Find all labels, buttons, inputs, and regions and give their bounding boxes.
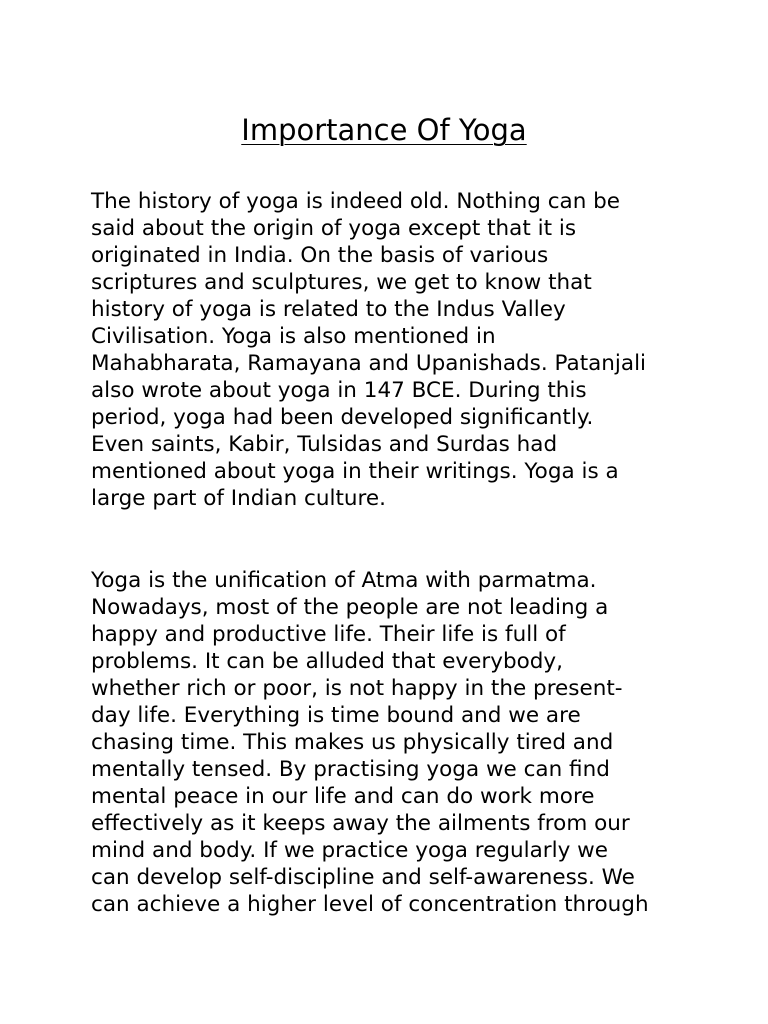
- paragraph-line: mind and body. If we practice yoga regularly we: [91, 838, 608, 863]
- paragraph-line: whether rich or poor, is not happy in the present-: [91, 676, 623, 701]
- paragraph-history: [91, 188, 691, 512]
- paragraph-line: Yoga is the unification of Atma with parmatma.: [91, 568, 597, 593]
- paragraph-line: mentioned about yoga in their writings. Yoga is a: [91, 459, 619, 484]
- paragraph-line: large part of Indian culture.: [91, 486, 386, 511]
- paragraph-line: Nowadays, most of the people are not leading a: [91, 595, 609, 620]
- paragraph-line: period, yoga had been developed significantly.: [91, 405, 594, 430]
- paragraph-line: mental peace in our life and can do work more: [91, 784, 595, 809]
- paragraph-line: said about the origin of yoga except that it is: [91, 216, 577, 241]
- paragraph-line: happy and productive life. Their life is full of: [91, 622, 566, 647]
- paragraph-line: day life. Everything is time bound and we are: [91, 703, 581, 728]
- page-title: Importance Of Yoga: [241, 113, 527, 147]
- paragraph-line: chasing time. This makes us physically tired and: [91, 730, 614, 755]
- paragraph-line: The history of yoga is indeed old. Nothing can be: [91, 189, 621, 214]
- paragraph-line: Even saints, Kabir, Tulsidas and Surdas had: [91, 432, 558, 457]
- paragraph-line: originated in India. On the basis of various: [91, 243, 549, 268]
- paragraph-line: problems. It can be alluded that everybody,: [91, 649, 563, 674]
- paragraph-line: can achieve a higher level of concentration through: [91, 892, 649, 917]
- paragraph-line: Civilisation. Yoga is also mentioned in: [91, 324, 496, 349]
- paragraph-unification: [91, 567, 691, 918]
- paragraph-line: effectively as it keeps away the ailments from our: [91, 811, 630, 836]
- paragraph-line: can develop self-discipline and self-awareness. We: [91, 865, 635, 890]
- paragraph-line: Mahabharata, Ramayana and Upanishads. Patanjali: [91, 351, 647, 376]
- paragraph-line: history of yoga is related to the Indus Valley: [91, 297, 566, 322]
- paragraph-line: also wrote about yoga in 147 BCE. During this: [91, 378, 587, 403]
- paragraph-line: scriptures and sculptures, we get to know that: [91, 270, 592, 295]
- paragraph-line: mentally tensed. By practising yoga we can find: [91, 757, 610, 782]
